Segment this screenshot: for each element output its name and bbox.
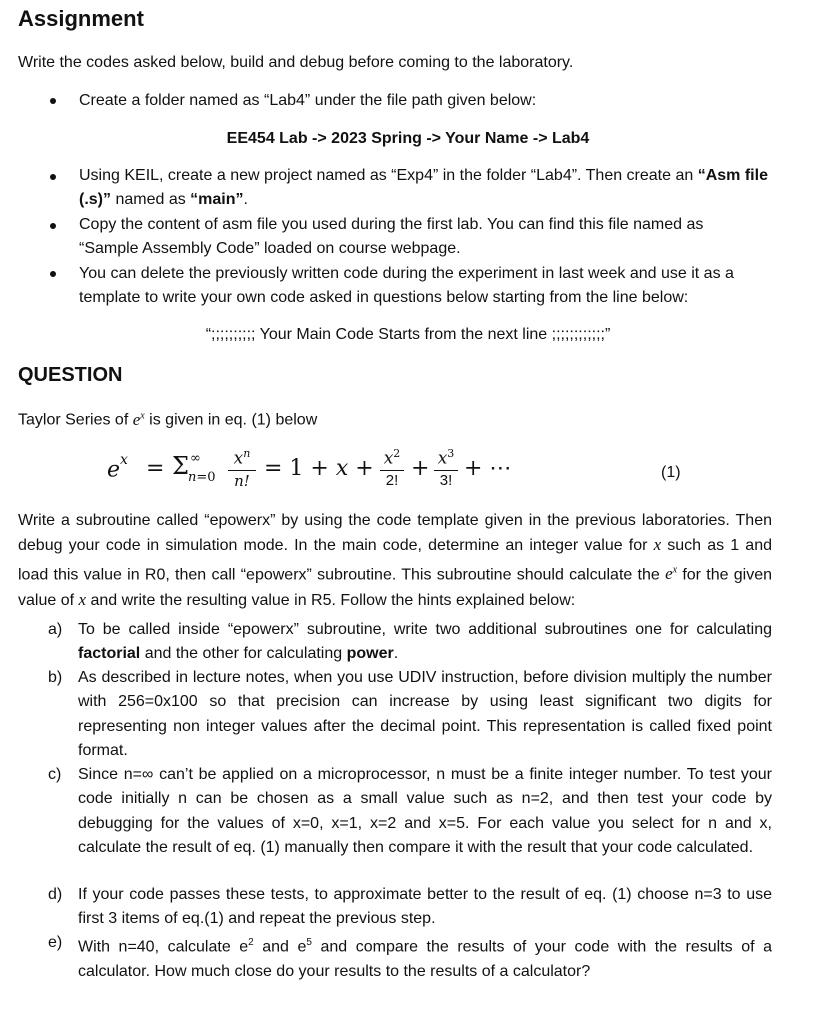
list-item-c: c) Since n=∞ can’t be applied on a microprocessor, n must be a finite integer number. To test your code initially n can be chosen as a small value such as n=2, and then test your code by debugging for the values of x=0, x=1, x=2 and x=5. For each value you select for n and x, calculate the result of eq. (1) manually then compare it with the result that your code calculated. — [48, 766, 772, 856]
bullet-dot — [50, 271, 56, 277]
list-item-d: d) If your code passes these tests, to approximate better to the result of eq. (1) choose n=3 to use first 3 items of eq.(1) and repeat the previous step. — [48, 886, 772, 928]
bullet-copy-content: Copy the content of asm file you used during the first lab. You can find this file named as “Sample Assembly Code” loaded on course webpage. — [79, 216, 704, 258]
taylor-intro: Taylor Series of $e^x$ is given in eq. (1) below — [18, 409, 318, 429]
file-path: EE454 Lab -> 2023 Spring -> Your Name -> Lab4 — [226, 130, 590, 147]
bullet-delete-code: You can delete the previously written code during the experiment in last week and use it as a template to write your own code asked in questions below starting from the line below: — [79, 265, 734, 307]
bullet-keil-project: Using KEIL, create a new project named as “Exp4” in the folder “Lab4”. Then create an “Asm file (.s)” named as “main”. — [79, 167, 768, 209]
list-item-b: b) As described in lecture notes, when you use UDIV instruction, before division multiply the number with 256=0x100 so that precision can increase by using least significant two digits for representing non integer values after the decimal point. This representation is called fixed point format. — [48, 669, 772, 759]
assignment-heading: Assignment — [18, 6, 144, 31]
list-item-e: e) With n=40, calculate $e^2$ and $e^5$ and compare the results of your code with the results of a calculator. How much close do your results to the results of a calculator? — [48, 934, 772, 980]
list-item-a: a) To be called inside “epowerx” subroutine, write two additional subroutines one for calculating factorial and the other for calculating power. — [48, 621, 772, 663]
code-start-line: “;;;;;;;;;; Your Main Code Starts from the next line ;;;;;;;;;;;;” — [205, 326, 611, 343]
bullet-dot — [50, 223, 56, 229]
question-paragraph: Write a subroutine called “epowerx” by using the code template given in the previous laboratories. Then debug your code in simulation mode. In the main code, determine an integer value for x such as 1 and load this value in R0, then call “epowerx” subroutine. This subroutine should calculate the $e^x$ for the given value of x and write the resulting value in R5. Follow the hints explained below: — [18, 512, 773, 609]
question-heading: QUESTION — [18, 364, 123, 386]
bullet-create-folder: Create a folder named as “Lab4” under the file path given below: — [79, 92, 537, 109]
equation-number: (1) — [661, 464, 681, 481]
assignment-intro: Write the codes asked below, build and debug before coming to the laboratory. — [18, 54, 574, 71]
bullet-dot — [50, 174, 56, 180]
bullet-dot — [50, 98, 56, 104]
